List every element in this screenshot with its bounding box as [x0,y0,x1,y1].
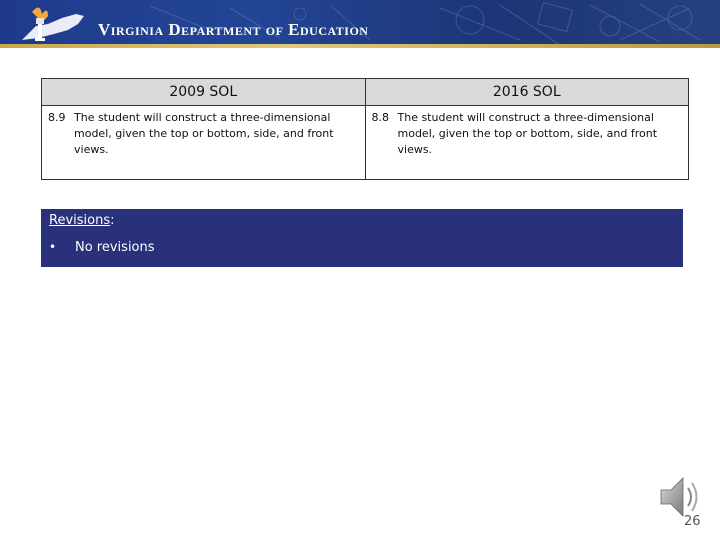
sol-2016-number: 8.8 [371,111,389,124]
sol-2009-number: 8.9 [48,111,66,124]
banner-gold-edge [0,44,720,48]
revisions-title: Revisions [49,213,111,228]
sol-2016-text: The student will construct a three-dimensional model, given the top or bottom, side, and front views. [397,111,658,156]
sol-2009-heading: 2009 SOL [42,79,365,106]
revision-item [49,240,675,255]
revision-item-text: No revisions [75,240,155,255]
header-banner [0,0,720,48]
org-name: Virginia Department of Education [98,20,369,39]
revisions-title-suffix: : [110,213,115,228]
bullet-icon: • [49,240,57,254]
revisions-heading [49,213,675,228]
sol-comparison-table [41,78,689,180]
revisions-box [41,209,683,267]
sol-2016-heading: 2016 SOL [366,79,689,106]
sol-2009-column [42,79,365,179]
sol-2016-column [365,79,689,179]
sol-2016-standard [366,106,689,162]
page-number: 26 [684,514,701,529]
sol-2009-text: The student will construct a three-dimensional model, given the top or bottom, side, and front views. [74,111,334,156]
sol-2009-standard [42,106,365,162]
torch-and-state-map-icon [18,4,88,44]
